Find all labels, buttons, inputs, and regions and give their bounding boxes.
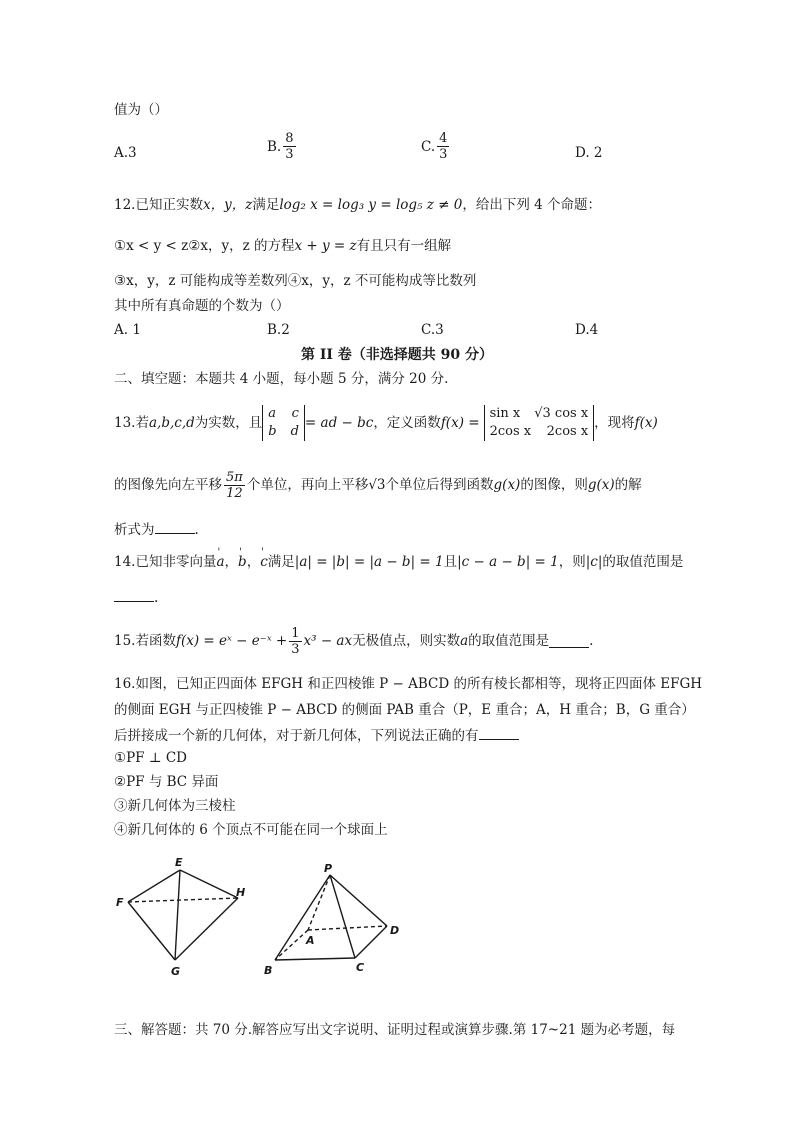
q12-propositions-1 <box>114 236 451 256</box>
q11-option-b <box>267 131 298 162</box>
q11-option-b-label: B. <box>267 138 282 155</box>
answer-blank <box>155 521 195 534</box>
q16-line3-text: 后拼接成一个新的几何体，对于新几何体，下列说法正确的有 <box>114 728 479 744</box>
q14-line1: 14.已知非零向量' a，' b，' c满足|a| = |b| = |a − b| = 1且|c − a − b| = 1，则|c|的取值范围是 <box>114 552 683 572</box>
label-E: E <box>175 856 183 869</box>
q13-line2a: 的图像先向左平移 <box>114 477 222 493</box>
det-cell: b <box>268 424 277 439</box>
q15-var: a <box>460 633 469 649</box>
fraction-numerator: 4 <box>439 131 448 146</box>
q11-option-b-fraction <box>283 131 295 162</box>
fraction-denominator: 3 <box>285 147 294 162</box>
q14-condition: |a| = |b| = |a − b| = 1 <box>294 554 444 570</box>
q12-stem-c: ，给出下列 4 个命题： <box>462 197 602 213</box>
label-B: B <box>264 964 273 977</box>
q12-option-d: D.4 <box>575 322 599 338</box>
q13-line2c: 个单位后得到函数 <box>385 477 494 493</box>
q13-c: ，定义函数 <box>373 415 441 431</box>
fraction-denominator: 3 <box>439 147 448 162</box>
label-F: F <box>116 896 124 909</box>
det-cell: d <box>290 424 299 439</box>
part2-heading: 第 II 卷（非选择题共 90 分） <box>300 347 494 363</box>
vector-c: ' c <box>260 552 268 572</box>
fraction-numerator: 5π <box>226 469 243 485</box>
q12-stem <box>114 195 601 215</box>
q15-function: f(x) = eˣ − e⁻ˣ + <box>175 633 288 649</box>
vector-a: ' a <box>216 552 224 572</box>
q15-c: 的取值范围是 <box>468 633 550 649</box>
q13-fx: f(x) = <box>440 415 480 431</box>
q11-tail: 值为（） <box>114 102 168 118</box>
det-cell: √3 cos x <box>534 406 589 421</box>
q16-figure <box>110 850 430 980</box>
q12-option-c: C.3 <box>421 322 444 338</box>
q12-option-b: B.2 <box>267 322 290 338</box>
q12-p2b: 有且只有一组解 <box>356 238 452 254</box>
part2-section: 二、填空题：本题共 4 小题，每小题 5 分，满分 20 分. <box>114 371 449 387</box>
fraction-numerator: 8 <box>285 131 294 146</box>
q12-p2-equation: x + y = z <box>294 238 357 254</box>
q13-line3-text: 析式为 <box>114 522 155 538</box>
q12-p2a: ②x，y，z 的方程 <box>188 238 295 254</box>
label-G: G <box>171 965 181 978</box>
q11-option-a: A.3 <box>114 145 137 161</box>
q14-b: 满足 <box>267 554 295 570</box>
q15-a: 15.若函数 <box>114 633 176 649</box>
answer-blank <box>479 727 519 740</box>
q14-line2 <box>114 588 158 608</box>
label-P: P <box>324 862 333 875</box>
q13-line2e: 的解 <box>614 477 642 493</box>
pyramid-pabcd <box>275 875 387 960</box>
q14-end: . <box>154 590 159 606</box>
q14-condition-2: |c − a − b| = 1 <box>457 554 559 570</box>
q13-line2d: 的图像，则 <box>520 477 588 493</box>
q13-eq1: = ad − bc <box>304 415 374 431</box>
q16-line2: 的侧面 EGH 与正四棱锥 P − ABCD 的侧面 PAB 重合（P，E 重合；A，H 重合；B，G 重合） <box>114 702 695 718</box>
q13-shift-fraction <box>224 470 245 501</box>
q16-line3 <box>114 726 519 746</box>
q13-line2b: 个单位，再向上平移 <box>246 477 369 493</box>
det-cell: a <box>268 406 277 421</box>
vector-b: ' b <box>238 552 247 572</box>
q13-line3-end: . <box>194 522 199 538</box>
q12-question: 其中所有真命题的个数为（） <box>114 298 290 314</box>
det-cell: 2cos x <box>489 424 532 439</box>
q12-propositions-2: ③x，y，z 可能构成等差数列④x，y，z 不可能构成等比数列 <box>114 273 477 289</box>
q13-d: ，现将 <box>594 415 635 431</box>
q11-option-c <box>421 131 451 162</box>
q15-b: 无极值点，则实数 <box>352 633 461 649</box>
q14-d: 的取值范围是 <box>602 554 684 570</box>
q13-determinant-1 <box>262 405 305 441</box>
q13-line1 <box>114 402 658 444</box>
q15-fraction <box>289 626 301 657</box>
q13-fx2: f(x) <box>634 415 658 431</box>
q15-end: . <box>589 633 594 649</box>
q16-statement-4: ④新几何体的 6 个顶点不可能在同一个球面上 <box>114 822 388 838</box>
q11-option-d: D. 2 <box>575 145 603 161</box>
q16-statement-3: ③新几何体为三棱柱 <box>114 798 236 814</box>
label-C: C <box>356 961 365 974</box>
q15-line <box>114 622 593 660</box>
q12-p1: ①x < y < z <box>114 238 189 254</box>
q12-stem-a: 12.已知正实数 <box>114 197 203 213</box>
label-D: D <box>390 924 400 937</box>
q12-option-a: A. 1 <box>114 322 141 338</box>
label-H: H <box>236 886 246 899</box>
tetrahedron-efgh <box>128 870 238 960</box>
q13-b: 为实数，且 <box>194 415 263 431</box>
q16-statement-1: ①PF ⊥ CD <box>114 750 187 766</box>
label-A: A <box>306 934 315 947</box>
q13-sqrt3: √3 <box>368 477 386 493</box>
det-cell: sin x <box>489 406 521 421</box>
q12-stem-b: 满足 <box>252 197 280 213</box>
q13-determinant-2 <box>484 405 595 441</box>
fraction-numerator: 1 <box>291 625 300 641</box>
q13-line2 <box>114 465 642 505</box>
q14-a: 14.已知非零向量 <box>114 554 217 570</box>
q12-vars: x，y，z <box>202 197 253 213</box>
fraction-denominator: 12 <box>226 485 243 501</box>
q11-option-c-fraction <box>437 131 449 162</box>
q13-a: 13.若 <box>114 415 149 431</box>
q15-function-2: x³ − ax <box>303 633 353 649</box>
fraction-denominator: 3 <box>291 641 300 657</box>
answer-blank <box>114 589 154 602</box>
q13-gx2: g(x) <box>587 477 615 493</box>
det-cell: c <box>291 406 299 421</box>
q16-line1: 16.如图，已知正四面体 EFGH 和正四棱锥 P − ABCD 的所有棱长都相等，现将正四面体 EFGH <box>114 676 703 692</box>
q13-vars: a,b,c,d <box>148 415 195 431</box>
q14-and: 且 <box>443 554 458 570</box>
answer-blank <box>549 635 589 648</box>
det-cell: 2cos x <box>546 424 589 439</box>
q13-line3 <box>114 520 199 540</box>
part3-text: 三、解答题：共 70 分.解答应写出文字说明、证明过程或演算步骤.第 17~21 题为必考题，每 <box>114 1022 676 1038</box>
q11-option-c-label: C. <box>421 138 436 155</box>
q14-c: ，则 <box>558 554 586 570</box>
q14-abs-c: |c| <box>585 554 603 570</box>
q16-statement-2: ②PF 与 BC 异面 <box>114 774 219 790</box>
q13-gx: g(x) <box>493 477 521 493</box>
q12-condition: log₂ x = log₃ y = log₅ z ≠ 0 <box>279 197 463 213</box>
